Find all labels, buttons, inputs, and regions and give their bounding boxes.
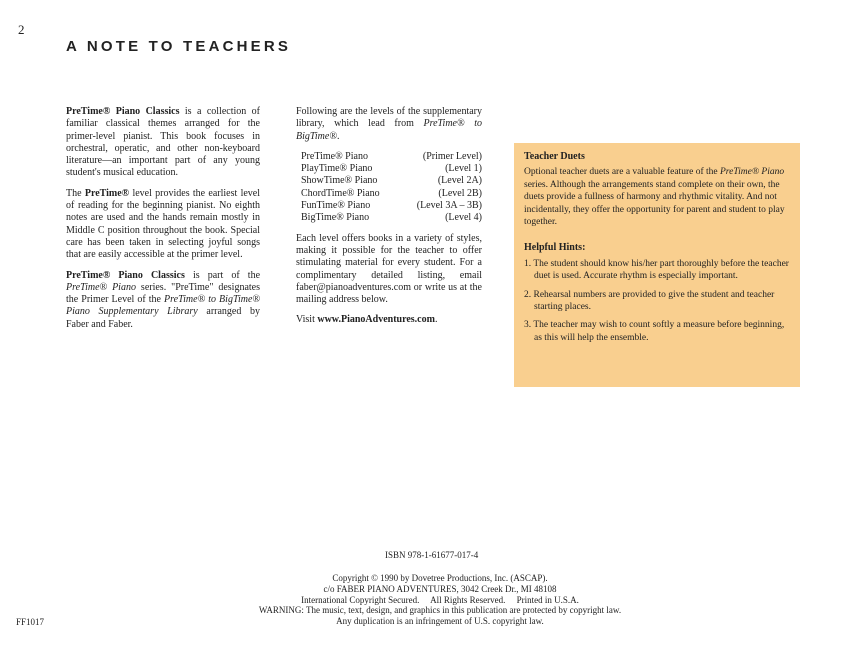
copyright-line: Copyright © 1990 by Dovetree Productions, Inc. (ASCAP). [332,573,548,583]
hints-heading: Helpful Hints: [524,242,586,254]
level-row: BigTime® Piano (Level 4) [301,212,482,224]
level-row: ShowTime® Piano (Level 2A) [301,175,482,187]
hint-item: 3. The teacher may wish to count softly a measure before beginning, as this will help the ensemble. [524,320,785,343]
duets-paragraph: Optional teacher duets are a valuable feature of the PreTime® Piano series. Although the arrangements stand complete on their own, the duets provide a fullness of harmony and rhythmic vitality. And not incidentally, they offer the opportunity for parent and student to play together. [524,167,785,228]
pretime-level-paragraph: The PreTime® level provides the earliest level of reading for the beginning pianist. No eighth notes are used and the hands remain mostly in Middle C position throughout the book. Special care has been taken in selecting joyful songs that are easily accessible at the primer level. [66,187,260,261]
warning-line: WARNING: The music, text, design, and graphics in this publication are protected by copyright law. [258,605,622,616]
catalog-code: FF1017 [16,617,45,627]
isbn: ISBN 978-1-61677-017-4 [385,550,479,560]
hint-item: 2. Rehearsal numbers are provided to give the student and teacher starting places. [524,289,775,313]
hints-list [524,258,790,344]
teacher-duets-box [514,143,800,387]
level-row: PreTime® Piano (Primer Level) [301,150,482,162]
middle-column [296,106,482,335]
level-row: ChordTime® Piano (Level 2B) [301,187,482,199]
hint-item: 1. The student should know his/her part thoroughly before the teacher duet is used. Accurate rhythm is especially important. [524,258,789,282]
copyright-block [150,573,730,627]
intro-paragraph: PreTime® Piano Classics is a collection of familiar classical themes arranged for the primer-level pianist. This book focuses in orchestral, operatic, and other non-keyboard literature—an important part of any young student's musical education. [66,106,260,179]
levels-table [296,151,482,225]
website-link[interactable]: www.PianoAdventures.com [317,314,435,326]
level-row: FunTime® Piano (Level 3A – 3B) [301,200,482,212]
series-paragraph: PreTime® Piano Classics is part of the PreTime® Piano series. "PreTime" designates the Primer Level of the PreTime® to BigTime® Piano Supplementary Library arranged by Faber and Faber. [66,269,261,330]
page-title: A NOTE TO TEACHERS [66,38,292,55]
left-column [66,106,260,339]
styles-paragraph: Each level offers books in a variety of styles, making it possible for the teacher to offer stimulating material for every student. For a complimentary detailed listing, email faber@pianoadventures.com or write us at the mailing address below. [296,232,482,306]
address-line: c/o FABER PIANO ADVENTURES, 3042 Creek Dr., MI 48108 [323,583,557,594]
duets-heading: Teacher Duets [524,151,585,162]
page-number: 2 [18,22,25,37]
duplication-line: Any duplication is an infringement of U.S. copyright law. [336,616,544,627]
level-row: PlayTime® Piano (Level 1) [301,163,482,175]
visit-line: Visit www.PianoAdventures.com. [296,314,438,326]
levels-intro: Following are the levels of the supplementary library, which lead from PreTime® to BigTime®. [296,106,482,142]
rights-line: International Copyright Secured. All Rights Reserved. Printed in U.S.A. [301,594,579,605]
